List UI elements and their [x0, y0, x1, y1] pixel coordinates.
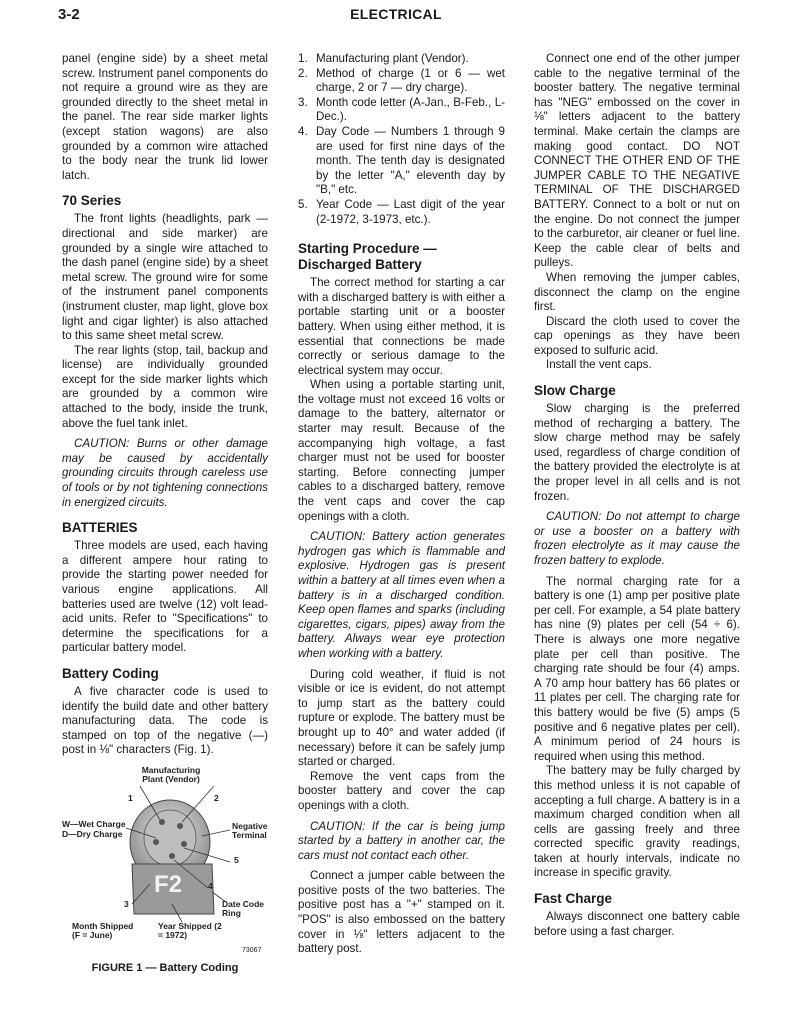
list-item: 2. Method of charge (1 or 6 — wet charge, 2 or 7 — dry charge). — [298, 66, 505, 95]
list-item: 4. Day Code — Numbers 1 through 9 are used for first nine days of the month. The tenth day is designated by the letter "A," eleventh day by "B," etc. — [298, 124, 505, 197]
paragraph: The normal charging rate for a battery is one (1) amp per positive plate per cell. For example, a 54 plate battery has nine (9) plates per cell (54 ÷ 6). There is always one more negative plate per cell than positive. The charging rate should be four (4) amps. A 70 amp hour battery has 66 plates or 11 plates per cell. The charging rate for this battery would be five (5) amps (5 positive and 6 negative plates per cell). A minimum period of 24 hours is required when using this method. — [534, 574, 740, 763]
heading-slow-charge: Slow Charge — [534, 383, 616, 399]
label-year-shipped: Year Shipped (2 = 1972) — [158, 920, 222, 941]
code-list — [298, 52, 505, 227]
paragraph: Connect a jumper cable between the positive posts of the two batteries. The positive post has a "+" stamped on it. "POS" is also embossed on the battery cover in ⅛" letters adjacent to the battery post. — [298, 869, 505, 956]
section-header: ELECTRICAL — [350, 6, 442, 22]
paragraph: Always disconnect one battery cable before using a fast charger. — [534, 910, 740, 938]
label-negative-terminal: Negative Terminal — [232, 820, 268, 841]
callout-3: 3 — [124, 898, 129, 909]
paragraph: The front lights (headlights, park — directional and side marker) are grounded by a single wire attached to the dash panel (engine side) by a sheet metal screw. The ground wire for some of the instrument panel components (instrument cluster, map light, glove box light and cigar lighter) is also attached to this same sheet metal screw. — [62, 212, 268, 343]
heading-70-series: 70 Series — [62, 193, 122, 209]
paragraph: Three models are used, each having a different ampere hour rating to provide the starting power needed for various engine applications. All batteries used are twelve (12) volt lead-acid units. Refer to "Specifications" to determine the specifications for a particular battery model. — [62, 539, 268, 655]
label-month-shipped: Month Shipped (F = June) — [72, 920, 134, 941]
column-1 — [62, 52, 268, 976]
column-2 — [298, 52, 505, 957]
list-item: 3. Month code letter (A-Jan., B-Feb., L-Dec.). — [298, 95, 505, 124]
callout-5: 5 — [234, 854, 239, 865]
paragraph: Slow charging is the preferred method of recharging a battery. The slow charge method may be safely used, regardless of charge condition of the battery provided the electrolyte is at the proper level in all cells and is not frozen. — [534, 402, 740, 503]
paragraph: When using a portable starting unit, the voltage must not exceed 16 volts or damage to the battery, alternator or starter may result. Because of the accompanying high voltage, a fast charger must not be used for booster starting. Before connecting jumper cables to a discharged battery, remove the vent caps and cover the cap openings with a cloth. — [298, 378, 505, 523]
heading-fast-charge: Fast Charge — [534, 891, 613, 907]
label-dry-charge: D—Dry Charge — [62, 828, 123, 839]
paragraph: Remove the vent caps from the booster battery and cover the cap openings with a cloth. — [298, 769, 505, 812]
list-item: 1. Manufacturing plant (Vendor). — [298, 52, 469, 65]
paragraph: The correct method for starting a car with a discharged battery is with either a portable starting unit or a booster battery. When using either method, it is essential that connections be made correctly or serious damage to the electrical system may occur. — [298, 276, 505, 377]
paragraph: During cold weather, if fluid is not visible or ice is evident, do not attempt to jump start as the battery could rupture or explode. The battery must be brought up to 40° and water added (if necessary) before it can be safely jump started or charged. — [298, 667, 505, 769]
heading-batteries: BATTERIES — [62, 520, 138, 536]
figure-number: 73067 — [242, 946, 262, 954]
label-manufacturing-plant: Manufacturing Plant (Vendor) — [141, 764, 201, 785]
callout-2: 2 — [214, 792, 219, 803]
page-number: 3-2 — [58, 6, 80, 23]
heading-battery-coding: Battery Coding — [62, 665, 159, 681]
battery-coding-figure — [62, 764, 268, 959]
paragraph: A five character code is used to identify the build date and other battery manufacturing data. The code is stamped on top of the negative (—) post in ⅛" characters (Fig. 1). — [62, 684, 268, 757]
paragraph: Connect one end of the other jumper cable to the negative terminal of the booster battery. The negative terminal has "NEG" embossed on the cover in ⅛" letters adjacent to the battery terminal. Make certain the clamps are making good contact. DO NOT CONNECT THE OTHER END OF THE JUMPER CABLE TO THE NEGATIVE TERMINAL OF THE DISCHARGED BATTERY. Connect to a bolt or nut on the engine. Do not connect the jumper to the carburetor, air cleaner or fuel line. Keep the cable clear of belts and pulleys. — [534, 52, 740, 270]
paragraph: When removing the jumper cables, disconnect the clamp on the engine first. — [534, 270, 740, 314]
column-3 — [534, 52, 740, 939]
callout-4: 4 — [208, 880, 213, 891]
paragraph: The rear lights (stop, tail, backup and license) are individually grounded except for the side marker lights which are grounded by a common wire attached to the body, inside the trunk, above the fuel tank inlet. — [62, 343, 268, 430]
paragraph: panel (engine side) by a sheet metal screw. Instrument panel components do not require a ground wire as they are grounded directly to the sheet metal in the panel. The rear side marker lights (except station wagons) are also grounded by a common wire attached to the body near the trunk lid lower latch. — [62, 52, 268, 182]
heading-starting-procedure: Starting Procedure — Discharged Battery — [298, 241, 437, 273]
caution-note: CAUTION: Do not attempt to charge or use a booster on a battery with frozen electrolyte as it may cause the frozen battery to explode. — [534, 510, 740, 567]
label-date-code-ring: Date Code Ring — [222, 898, 265, 919]
figure-caption: FIGURE 1 — Battery Coding — [91, 961, 239, 974]
caution-note: CAUTION: Battery action generates hydrogen gas which is flammable and explosive. Hydrogen gas is present within a battery at all times even when a battery is in a discharged condition. Keep open flames and sparks (including cigarettes, cigars, pipes) away from the battery. Always wear eye protection when working with a battery. — [298, 530, 505, 660]
callout-1: 1 — [128, 792, 133, 803]
label-wet-charge: W—Wet Charge — [62, 818, 126, 829]
list-item: 5. Year Code — Last digit of the year (2-1972, 3-1973, etc.). — [298, 197, 505, 226]
paragraph: The battery may be fully charged by this method unless it is not capable of accepting a full charge. A battery is in a maximum charged condition when all cells are gassing freely and three corrected specific gravity readings, taken at hourly intervals, indicate no increase in specific gravity. — [534, 764, 740, 880]
date-code-stamp: F2 — [154, 870, 183, 898]
caution-note: CAUTION: If the car is being jump started by a battery in another car, the cars must not contact each other. — [298, 819, 505, 862]
paragraph: Install the vent caps. — [546, 358, 652, 372]
paragraph: Discard the cloth used to cover the cap openings as they have been exposed to sulfuric acid. — [534, 314, 740, 357]
caution-note: CAUTION: Burns or other damage may be caused by accidentally grounding circuits through careless use of tools or by not tightening connections in energized circuits. — [62, 437, 268, 509]
